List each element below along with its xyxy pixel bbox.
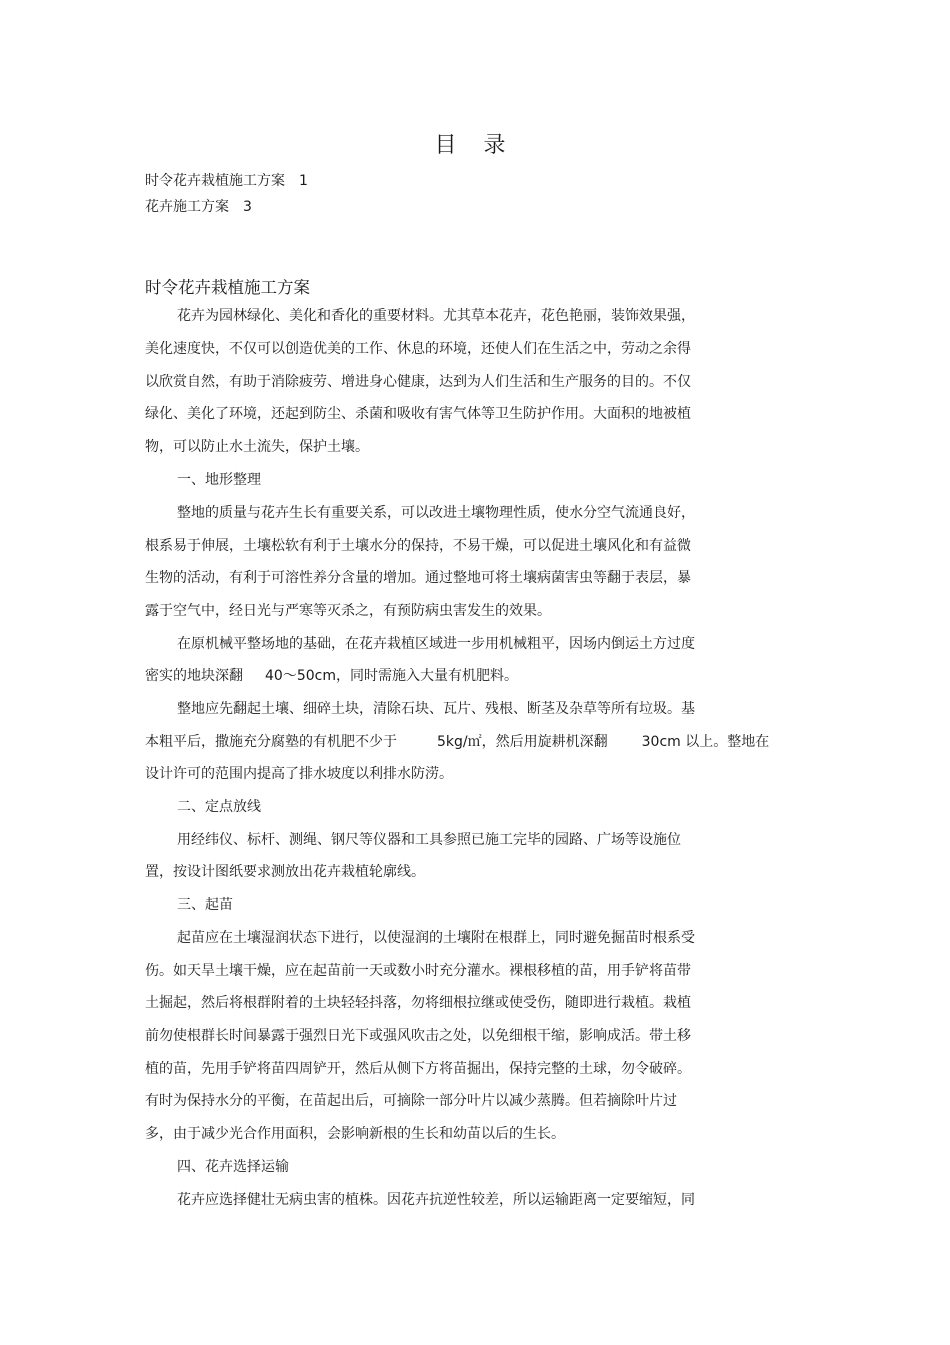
paragraph-line: 以欣赏自然，有助于消除疲劳、增进身心健康，达到为人们生活和生产服务的目的。不仅: [145, 374, 691, 390]
toc-entry-page: 3: [243, 199, 252, 215]
paragraph-line: 在原机械平整场地的基础，在花卉栽植区域进一步用机械粗平，因场内倒运土方过度: [177, 636, 695, 652]
toc-entry-page: 1: [299, 173, 308, 189]
paragraph-line: 整地应先翻起土壤、细碎土块，清除石块、瓦片、残根、断茎及杂草等所有垃圾。基: [177, 701, 695, 717]
paragraph-line: 前勿使根群长时间暴露于强烈日光下或强风吹击之处，以免细根干缩，影响成活。带土移: [145, 1028, 691, 1044]
section-heading: 三、起苗: [177, 897, 233, 913]
document-title: 时令花卉栽植施工方案: [145, 278, 310, 297]
paragraph-line: 有时为保持水分的平衡，在苗起出后，可摘除一部分叶片以减少蒸腾。但若摘除叶片过: [145, 1093, 677, 1109]
line-text: 30cm 以上。整地在: [641, 734, 770, 750]
toc-entry[interactable]: [145, 170, 308, 190]
paragraph-line: [145, 731, 769, 751]
paragraph-line: 土掘起，然后将根群附着的土块轻轻抖落，勿将细根拉继或使受伤，随即进行栽植。栽植: [145, 995, 691, 1011]
paragraph-line: 整地的质量与花卉生长有重要关系，可以改进土壤物理性质，使水分空气流通良好，: [177, 505, 695, 521]
paragraph-line: 置，按设计图纸要求测放出花卉栽植轮廓线。: [145, 864, 425, 880]
paragraph-line: 美化速度快，不仅可以创造优美的工作、休息的环境，还使人们在生活之中，劳动之余得: [145, 341, 691, 357]
paragraph-line: 伤。如天旱土壤干燥，应在起苗前一天或数小时充分灌水。裸根移植的苗，用手铲将苗带: [145, 963, 691, 979]
paragraph-line: 用经纬仪、标杆、测绳、钢尺等仪器和工具参照已施工完毕的园路、广场等设施位: [177, 832, 681, 848]
toc-entry[interactable]: [145, 196, 252, 216]
line-text: 密实的地块深翻: [145, 668, 243, 684]
paragraph-line: 露于空气中，经日光与严寒等灭杀之，有预防病虫害发生的效果。: [145, 603, 551, 619]
section-heading: 一、地形整理: [177, 472, 261, 488]
paragraph-line: 植的苗，先用手铲将苗四周铲开，然后从侧下方将苗掘出，保持完整的土球，勿令破碎。: [145, 1061, 691, 1077]
toc-entry-label: 时令花卉栽植施工方案: [145, 173, 285, 189]
paragraph-line: 物，可以防止水土流失，保护土壤。: [145, 439, 369, 455]
section-heading: 四、花卉选择运输: [177, 1159, 289, 1175]
paragraph-line: 设计许可的范围内提高了排水坡度以利排水防涝。: [145, 766, 453, 782]
paragraph-line: 花卉为园林绿化、美化和香化的重要材料。尤其草本花卉，花色艳丽，装饰效果强，: [177, 308, 695, 324]
toc-entry-label: 花卉施工方案: [145, 199, 229, 215]
paragraph-line: [145, 665, 518, 685]
paragraph-line: 花卉应选择健壮无病虫害的植株。因花卉抗逆性较差，所以运输距离一定要缩短，同: [177, 1192, 695, 1208]
toc-title: 目 录: [434, 133, 516, 158]
paragraph-line: 多，由于减少光合作用面积，会影响新根的生长和幼苗以后的生长。: [145, 1126, 565, 1142]
paragraph-line: 根系易于伸展，土壤松软有利于土壤水分的保持，不易干燥，可以促进土壤风化和有益微: [145, 538, 691, 554]
line-text: 本粗平后，撒施充分腐塾的有机肥不少于: [145, 734, 397, 750]
line-text: 40～50cm，同时需施入大量有机肥料。: [265, 668, 518, 684]
paragraph-line: 生物的活动，有利于可溶性养分含量的增加。通过整地可将土壤病菌害虫等翻于表层，暴: [145, 570, 691, 586]
paragraph-line: 绿化、美化了环境，还起到防尘、杀菌和吸收有害气体等卫生防护作用。大面积的地被植: [145, 406, 691, 422]
section-heading: 二、定点放线: [177, 799, 261, 815]
line-text: 5kg/㎡，然后用旋耕机深翻: [437, 734, 608, 750]
paragraph-line: 起苗应在土壤湿润状态下进行，以使湿润的土壤附在根群上，同时避免掘苗时根系受: [177, 930, 695, 946]
